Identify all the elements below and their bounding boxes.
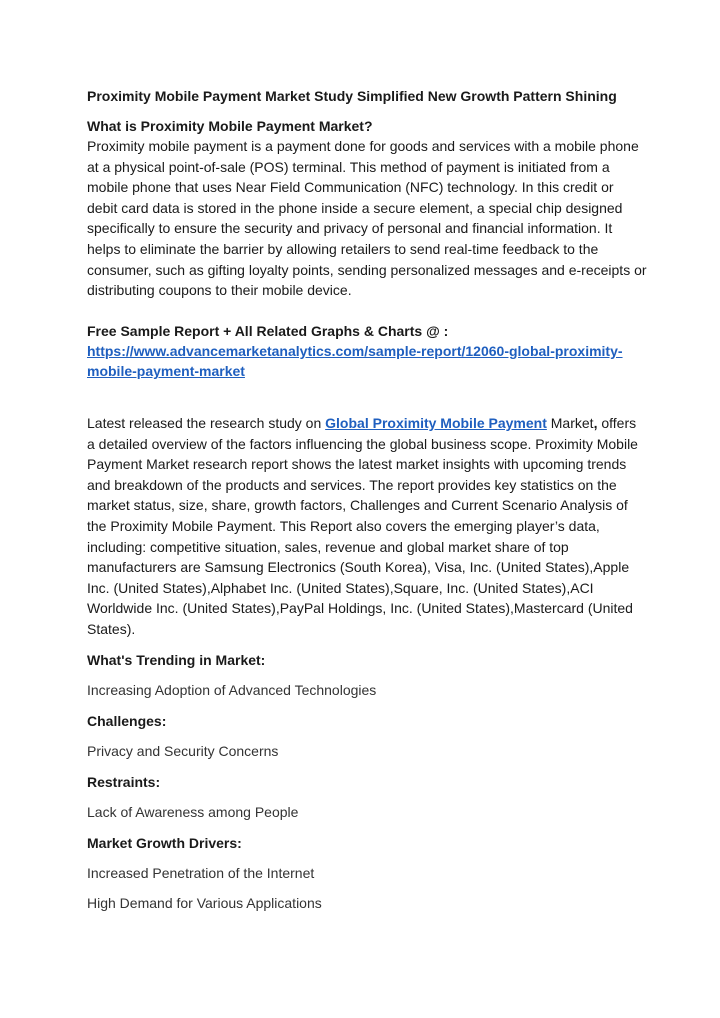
trending-label: What's Trending in Market: <box>87 652 266 669</box>
restraints-value: Lack of Awareness among People <box>87 804 299 821</box>
sample-link-paragraph <box>87 341 647 382</box>
what-is-body: Proximity mobile payment is a payment done for goods and services with a mobile phone at a physical point-of-sale (POS) terminal. This method of payment is initiated from a mobile phone that uses Near Field Communication (NFC) technology. In this credit or debit card data is stored in the phone inside a secure element, a special chip designed specifically to ensure the security and privacy of personal and financial information. It helps to eliminate the barrier by allowing retailers to send real-time feedback to the consumer, such as gifting loyalty points, sending personalized messages and e-receipts or distributing coupons to their mobile device. <box>87 138 647 299</box>
study-body: offers a detailed overview of the factors influencing the global business scope. Proximity Mobile Payment Market research report shows the latest market insights with upcoming trends and breakdown of the products and services. The report provides key statistics on the market status, size, share, growth factors, Challenges and Current Scenario Analysis of the Proximity Mobile Payment. This Report also covers the emerging player’s data, including: competitive situation, sales, revenue and global market share of top manufacturers are Samsung Electronics (South Korea), Visa, Inc. (United States),Apple Inc. (United States),Alphabet Inc. (United States),Square, Inc. (United States),ACI Worldwide Inc. (United States),PayPal Holdings, Inc. (United States),Mastercard (United States). <box>87 414 638 637</box>
drivers-value: High Demand for Various Applications <box>87 895 322 912</box>
document-page <box>87 86 647 913</box>
challenges-value: Privacy and Security Concerns <box>87 743 279 760</box>
study-paragraph <box>87 413 647 640</box>
study-intro: Latest released the research study on <box>87 414 326 431</box>
what-is-heading: What is Proximity Mobile Payment Market? <box>87 118 373 134</box>
sample-report-link[interactable]: https://www.advancemarketanalytics.com/sample-report/12060-global-proximity-mobile-payment-market <box>87 342 623 380</box>
spacer <box>87 382 647 413</box>
global-market-link[interactable]: Global Proximity Mobile Payment <box>325 414 547 431</box>
document-title: Proximity Mobile Payment Market Study Simplified New Growth Pattern Shining <box>87 88 617 104</box>
trending-value: Increasing Adoption of Advanced Technologies <box>87 682 377 699</box>
drivers-value: Increased Penetration of the Internet <box>87 865 315 882</box>
spacer <box>87 301 647 321</box>
challenges-label: Challenges: <box>87 713 167 730</box>
sample-heading: Free Sample Report + All Related Graphs & Charts @ : <box>87 322 449 339</box>
drivers-label: Market Growth Drivers: <box>87 835 242 852</box>
study-market-word: Market <box>546 414 594 431</box>
study-comma: , <box>593 414 598 431</box>
restraints-label: Restraints: <box>87 774 161 791</box>
